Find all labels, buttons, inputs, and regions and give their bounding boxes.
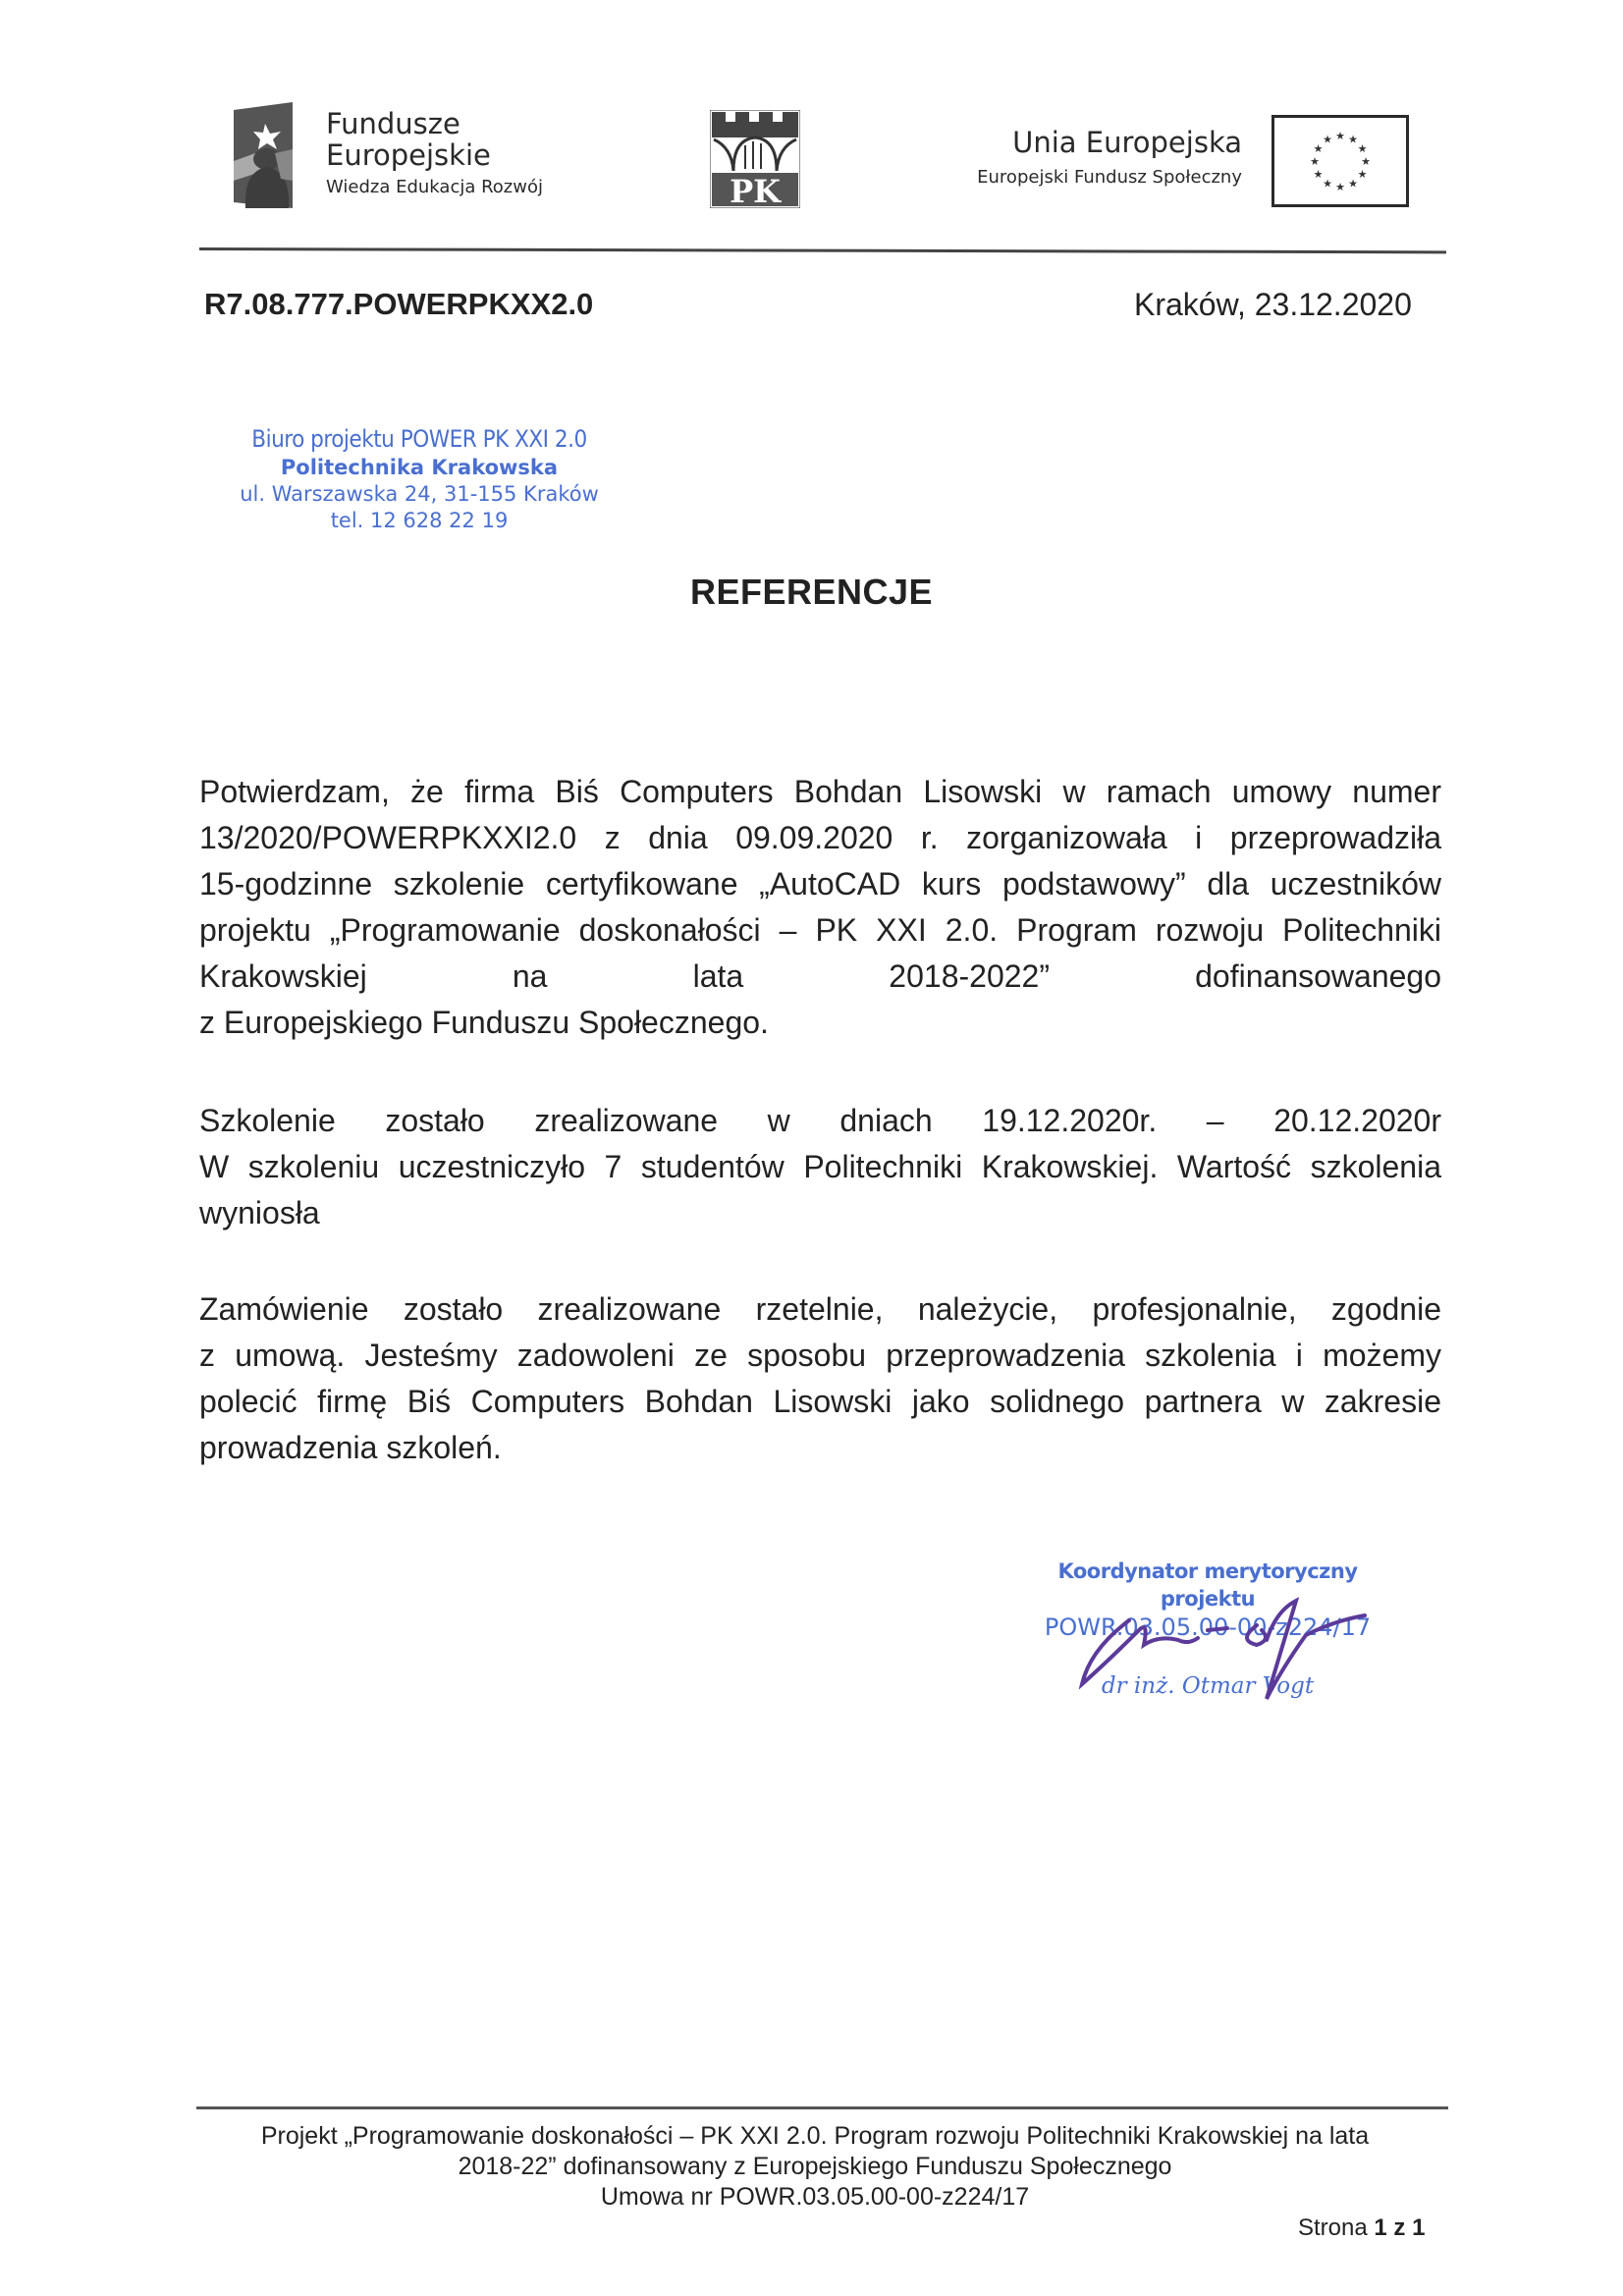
paragraph-line: prowadzenia szkoleń. [199,1430,502,1465]
fe-line1: Fundusze [326,107,460,140]
page-total: 1 [1412,2214,1426,2241]
stamp-line4: tel. 12 628 22 19 [330,509,509,532]
eu-flag-icon [1271,115,1409,207]
paragraph-line: wyniosła [199,1195,320,1230]
page-label: Strona [1298,2214,1368,2241]
place-date: Kraków, 23.12.2020 [1134,287,1412,322]
paragraph-training-details [199,1098,1441,1236]
eu-star-icon: ★ [1335,182,1345,193]
eu-star-icon: ★ [1335,131,1345,142]
paragraph-line: Krakowskiej na lata 2018-2022” dofinansowanego [199,958,1441,994]
eu-star-icon: ★ [1323,178,1332,191]
paragraph-line: polecić firmę Biś Computers Bohdan Lisowski jako solidnego partnera w zakresie [199,1384,1441,1419]
fe-tagline: Wiedza Edukacja Rozwój [326,177,543,197]
stamp-line2: Politechnika Krakowska [280,456,559,479]
footer-divider [196,2106,1448,2109]
politechnika-krakowska-logo-icon [710,110,800,208]
reference-number: R7.08.777.POWERPKXX2.0 [204,287,594,321]
handwritten-signature-icon [1070,1591,1384,1704]
eu-star-icon: ★ [1357,169,1368,181]
eu-star-icon: ★ [1323,134,1332,146]
office-stamp [218,424,621,534]
document-title: REFERENCJE [689,572,934,612]
unia-europejska-wordmark [864,126,1242,192]
paragraph-line: projektu „Programowanie doskonałości – PK XXI 2.0. Program rozwoju Politechniki [199,912,1441,948]
eu-star-icon: ★ [1361,156,1371,168]
eu-star-icon: ★ [1313,143,1324,155]
paragraph-line: 13/2020/POWERPKXXI2.0 z dnia 09.09.2020 r. zorganizowała i przeprowadziła [199,820,1441,855]
eu-star-icon: ★ [1313,169,1324,181]
ue-line1: Unia Europejska [1012,126,1242,159]
eu-star-icon: ★ [1348,178,1358,191]
page-current: 1 [1374,2214,1387,2241]
header-divider [199,247,1446,253]
paragraph-line: Zamówienie zostało zrealizowane rzetelnie, należycie, profesjonalnie, zgodnie [199,1291,1441,1327]
page-number [1298,2214,1425,2242]
pk-letters: PK [730,173,781,208]
signature-role: Koordynator merytoryczny projektu [1057,1559,1358,1611]
footer-line3: Umowa nr POWR.03.05.00-00-z224/17 [600,2183,1030,2211]
ue-line2: Europejski Fundusz Społeczny [977,167,1242,188]
stamp-line1: Biuro projektu POWER PK XXI 2.0 [251,425,587,453]
footer-project-info [177,2121,1453,2213]
footer-line1: Projekt „Programowanie doskonałości – PK XXI 2.0. Program rozwoju Politechniki Krakowskiej na lata [260,2122,1370,2150]
fundusze-europejskie-wordmark [326,108,543,202]
stamp-line3: ul. Warszawska 24, 31-155 Kraków [240,482,599,506]
paragraph-line: Szkolenie zostało zrealizowane w dniach 19.12.2020r. – 20.12.2020r [199,1103,1441,1138]
paragraph-line: z Europejskiego Funduszu Społecznego. [199,1005,769,1040]
footer-line2: 2018-22” dofinansowany z Europejskiego Funduszu Społecznego [458,2153,1172,2180]
page-sep: z [1393,2214,1406,2241]
fe-line2: Europejskie [326,138,491,172]
paragraph-line: 15-godzinne szkolenie certyfikowane „AutoCAD kurs podstawowy” dla uczestników [199,866,1441,902]
paragraph-line: Potwierdzam, że firma Biś Computers Bohdan Lisowski w ramach umowy numer [199,774,1441,809]
signature-project-code: POWR.03.05.00-00-z224/17 [1044,1613,1372,1641]
paragraph-confirmation [199,769,1441,1046]
paragraph-line: W szkoleniu uczestniczyło 7 studentów Politechniki Krakowskiej. Wartość szkolenia [199,1149,1441,1184]
paragraph-line: z umową. Jesteśmy zadowoleni ze sposobu przeprowadzenia szkolenia i możemy [199,1338,1441,1373]
eu-stars-icon [1274,118,1406,204]
eu-star-icon: ★ [1357,143,1368,155]
fundusze-europejskie-logo-icon [234,102,293,208]
paragraph-recommendation [199,1286,1441,1471]
signature-name: dr inż. Otmar Vogt [1101,1673,1315,1699]
eu-star-icon: ★ [1348,134,1358,146]
eu-star-icon: ★ [1310,156,1320,168]
